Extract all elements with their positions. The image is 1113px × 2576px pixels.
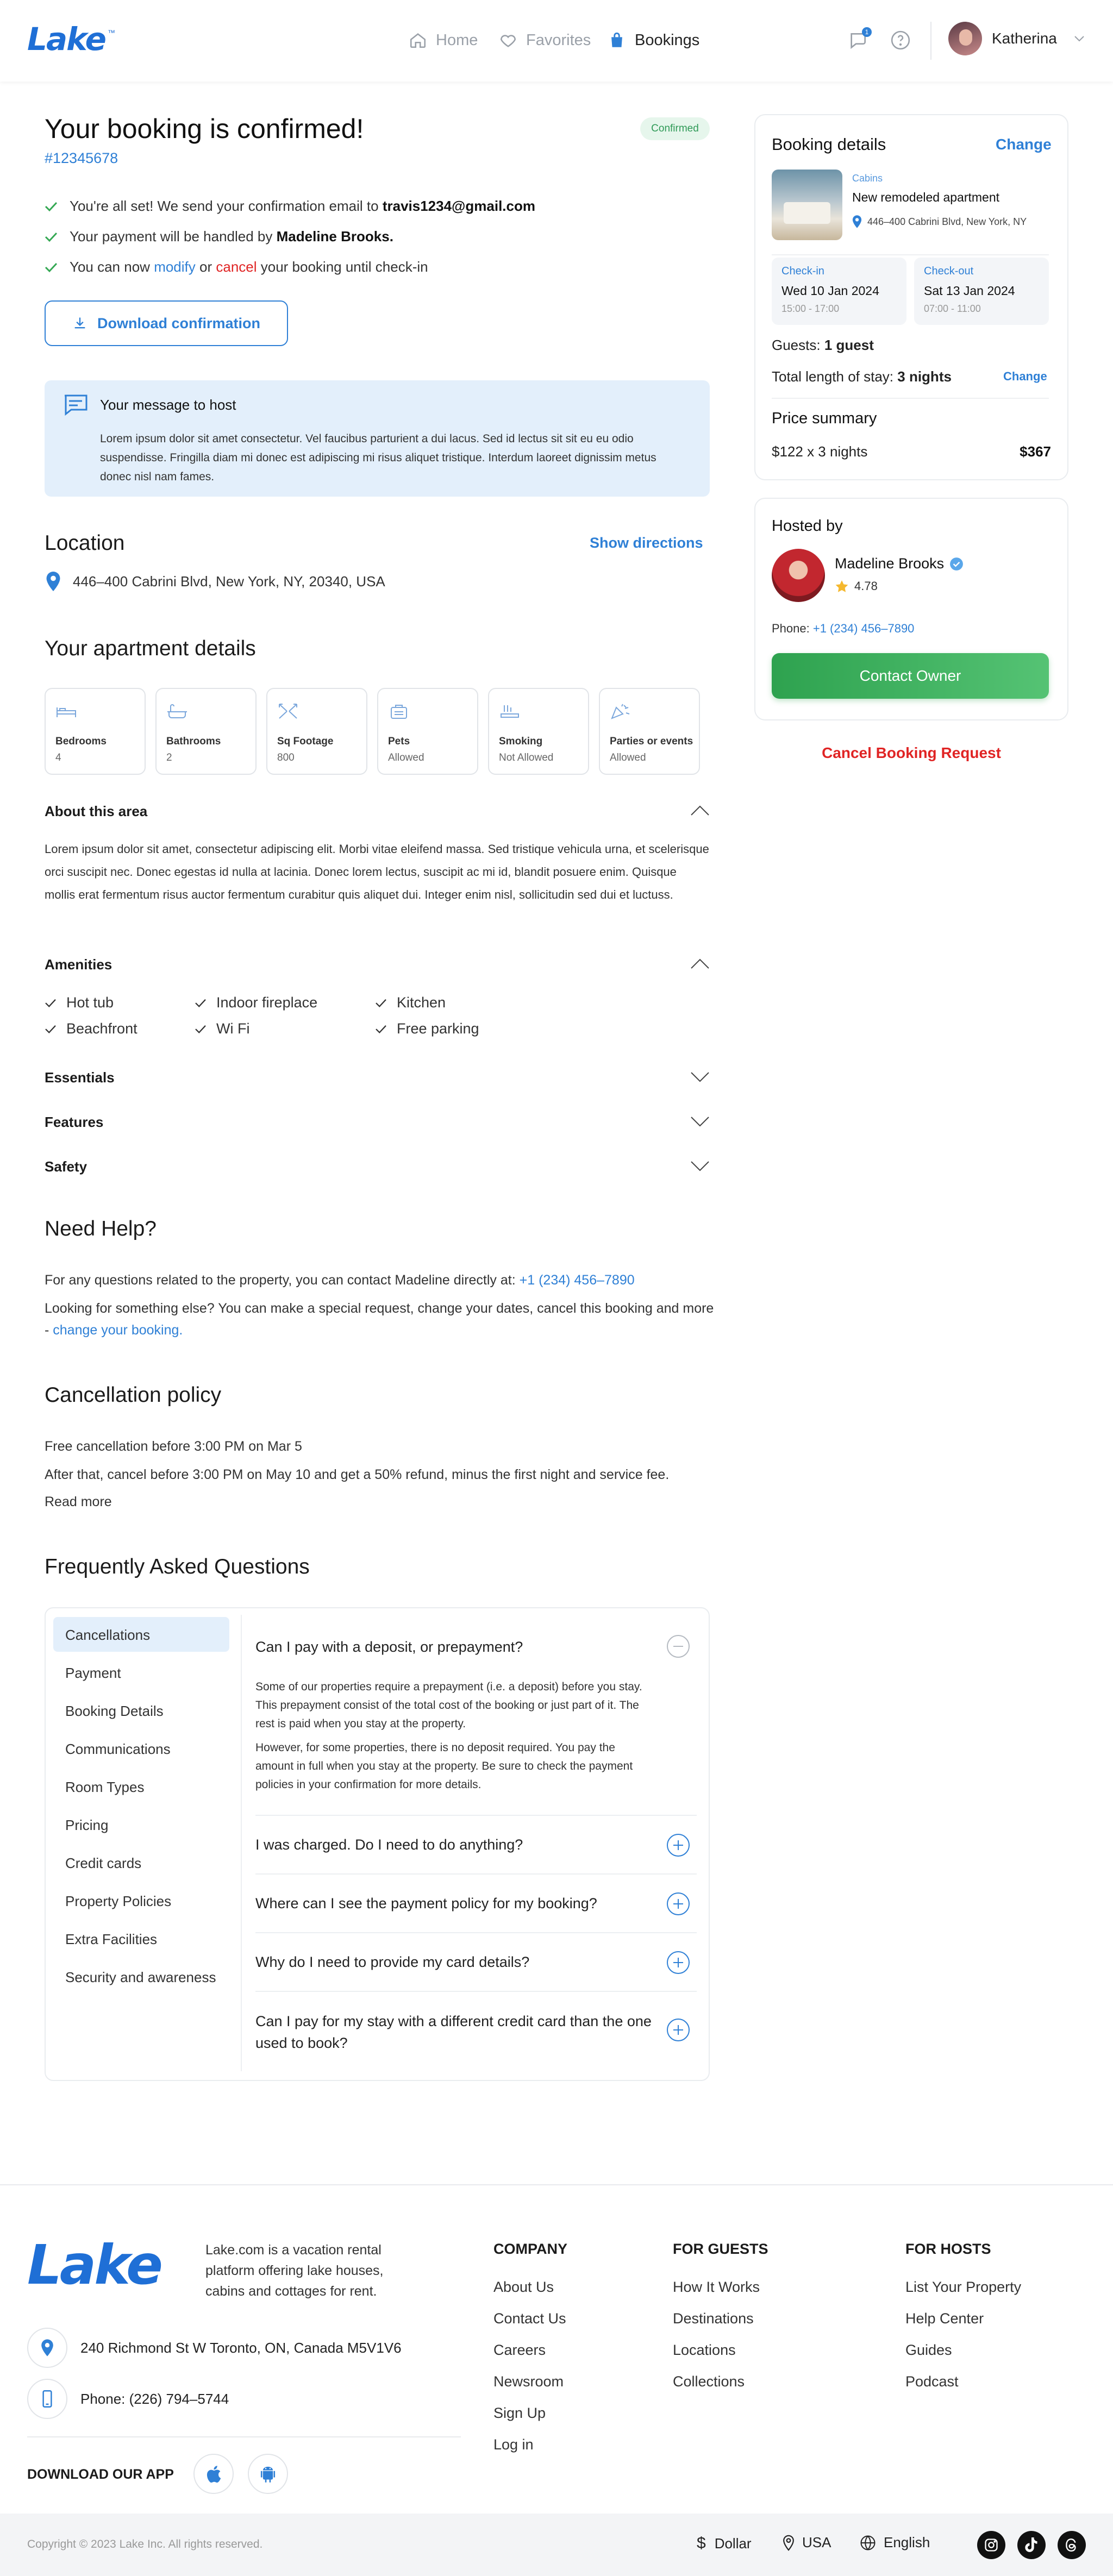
faq-divider: [255, 1815, 697, 1816]
checkin-date: Wed 10 Jan 2024: [781, 284, 879, 298]
amenity-label: Free parking: [397, 1020, 479, 1037]
host-rating: 4.78: [854, 579, 878, 593]
faq-category-extra-facilities[interactable]: Extra Facilities: [65, 1931, 158, 1947]
map-pin-icon: [41, 2339, 54, 2356]
footer-guests-title: FOR GUESTS: [673, 2241, 768, 2257]
feature-card: [45, 688, 146, 775]
verified-badge-icon: [949, 557, 964, 571]
apartment-name[interactable]: New remodeled apartment: [852, 190, 1000, 204]
footer-link[interactable]: Guides: [905, 2342, 952, 2358]
amenity-label: Beachfront: [66, 1020, 137, 1037]
amenity-item: [45, 1020, 137, 1037]
amenity-item: [195, 994, 317, 1011]
feature-card: [599, 688, 700, 775]
help-text: Looking for something else? You can make a special request, change your dates, cancel this booking and more -: [45, 1301, 714, 1338]
plus-circle-icon[interactable]: [666, 1892, 690, 1916]
threads-button[interactable]: [1058, 2531, 1086, 2559]
guests-label: Guests:: [772, 337, 821, 353]
plus-circle-icon[interactable]: [666, 1951, 690, 1975]
checkout-box: [914, 258, 1049, 325]
faq-category-pricing[interactable]: Pricing: [65, 1817, 109, 1833]
checkout-date: Sat 13 Jan 2024: [924, 284, 1015, 298]
faq-category-security[interactable]: Security and awareness: [65, 1969, 216, 1985]
footer-phone[interactable]: Phone: (226) 794–5744: [80, 2391, 229, 2407]
check-icon: [375, 1024, 387, 1034]
apartment-category: Cabins: [852, 173, 883, 184]
info-line-email: [45, 198, 535, 215]
guests-row: [772, 337, 874, 354]
faq-question[interactable]: I was charged. Do I need to do anything?: [255, 1837, 523, 1853]
contact-owner-button[interactable]: Contact Owner: [772, 653, 1049, 699]
plus-circle-icon[interactable]: [666, 1833, 690, 1857]
feature-label: Parties or events: [610, 736, 693, 747]
hosted-by-title: Hosted by: [772, 517, 843, 535]
map-pin-icon: [783, 2535, 795, 2551]
host-phone-link[interactable]: +1 (234) 456–7890: [812, 622, 915, 635]
checkout-label: Check-out: [924, 265, 974, 277]
chevron-up-icon[interactable]: [689, 804, 711, 817]
stay-row: [772, 368, 952, 385]
nav-home[interactable]: [409, 27, 478, 53]
faq-category-room-types[interactable]: Room Types: [65, 1779, 145, 1795]
check-icon: [45, 1024, 57, 1034]
faq-category-booking-details[interactable]: Booking Details: [65, 1703, 164, 1719]
host-phone-row: [772, 622, 914, 636]
modify-link[interactable]: modify: [154, 259, 196, 275]
instagram-icon: [984, 2537, 999, 2553]
host-name-text: Madeline Brooks.: [276, 228, 393, 245]
check-icon: [45, 262, 58, 273]
smoking-icon: [499, 703, 521, 719]
price-summary-title: Price summary: [772, 410, 877, 427]
stay-label: Total length of stay:: [772, 368, 894, 385]
host-avatar[interactable]: [772, 549, 825, 602]
checkout-time: 07:00 - 11:00: [924, 303, 981, 314]
feature-card: [377, 688, 478, 775]
location-address-row: [46, 572, 385, 591]
map-pin-icon: [852, 215, 862, 228]
nav-favorites-label: Favorites: [526, 31, 591, 49]
change-stay-button[interactable]: Change: [1003, 369, 1047, 383]
feature-card: [155, 688, 257, 775]
user-name[interactable]: Katherina: [992, 30, 1057, 47]
apartment-address: 446–400 Cabrini Blvd, New York, NY: [867, 216, 1027, 227]
amenities-header[interactable]: Amenities: [45, 956, 112, 973]
change-booking-button[interactable]: Change: [996, 136, 1052, 153]
booking-details-card: [754, 114, 1068, 480]
footer-link[interactable]: How It Works: [673, 2279, 760, 2295]
feature-label: Pets: [388, 736, 410, 747]
faq-answer-p2: However, for some properties, there is no deposit required. You pay the amount in full when you stay at the property. Be sure to check the payment policies in your confirmation for more details.: [255, 1741, 633, 1791]
feature-label: Smoking: [499, 736, 543, 747]
home-icon: [409, 31, 427, 49]
feature-label: Bedrooms: [55, 736, 107, 747]
price-line: $122 x 3 nights: [772, 443, 868, 460]
help-title: Need Help?: [45, 1217, 157, 1240]
nav-bookings[interactable]: [608, 27, 699, 53]
help-text: For any questions related to the property, you can contact Madeline directly at:: [45, 1273, 516, 1288]
info-text: or: [199, 259, 212, 275]
price-total: $367: [1020, 443, 1051, 460]
footer-link[interactable]: Destinations: [673, 2310, 754, 2327]
expand-icon: [277, 703, 299, 719]
footer-link[interactable]: About Us: [493, 2279, 554, 2295]
nav-favorites[interactable]: [499, 27, 591, 53]
globe-icon: [860, 2535, 876, 2551]
check-icon: [195, 998, 207, 1008]
footer-address: 240 Richmond St W Toronto, ON, Canada M5V1V6: [80, 2340, 402, 2356]
divider: [930, 22, 931, 60]
checkin-box: [772, 258, 906, 325]
check-icon: [45, 998, 57, 1008]
message-title: Your message to host: [100, 397, 236, 413]
footer-logo[interactable]: Lake: [27, 2233, 161, 2297]
bathtub-icon: [166, 703, 188, 719]
feature-value: 2: [166, 752, 172, 763]
faq-category-payment[interactable]: Payment: [65, 1665, 121, 1681]
help-line2: [45, 1298, 718, 1341]
chevron-down-icon[interactable]: [689, 1159, 711, 1173]
nav-home-label: Home: [436, 31, 478, 49]
host-name[interactable]: Madeline Brooks: [835, 555, 945, 572]
minus-circle-icon[interactable]: [666, 1634, 690, 1658]
android-icon: [259, 2465, 277, 2483]
footer-divider: [0, 2184, 1113, 2185]
feature-value: 800: [277, 752, 295, 763]
info-text: your booking until check-in: [260, 259, 428, 275]
guests-value: 1 guest: [824, 337, 874, 353]
app-store-button[interactable]: [193, 2454, 234, 2494]
amenity-label: Indoor fireplace: [216, 994, 318, 1011]
phone-icon: [41, 2390, 53, 2408]
dollar-icon: $: [697, 2534, 706, 2552]
footer-link[interactable]: Contact Us: [493, 2310, 566, 2327]
chevron-up-icon[interactable]: [689, 957, 711, 970]
host-rating-row: [835, 579, 878, 593]
location-title: Location: [45, 531, 125, 555]
footer-link[interactable]: Log in: [493, 2436, 534, 2453]
cancel-link[interactable]: cancel: [216, 259, 257, 275]
plus-circle-icon[interactable]: [666, 2018, 690, 2042]
cancellation-title: Cancellation policy: [45, 1383, 222, 1407]
message-body: Lorem ipsum dolor sit amet consectetur. Vel faucibus parturient a dui lacus. Sed id lectus sit sit eu eu odio suspendisse. Fringilla diam mi donec est adipiscing mi risus aliquet tristique. Interdum laoreet dignissim metus donec nisl nam fames.: [100, 433, 656, 483]
faq-question[interactable]: Where can I see the payment policy for my booking?: [255, 1895, 597, 1911]
cancellation-line2: After that, cancel before 3:00 PM on May 10 and get a 50% refund, minus the first night and service fee.: [45, 1467, 670, 1482]
pet-carrier-icon: [388, 703, 410, 719]
logo[interactable]: Lake: [27, 21, 105, 58]
accordion-features[interactable]: Features: [45, 1114, 104, 1130]
footer-hosts-title: FOR HOSTS: [905, 2241, 991, 2257]
amenity-label: Kitchen: [397, 994, 446, 1011]
nav-bookings-label: Bookings: [635, 31, 700, 49]
host-card: [754, 498, 1068, 720]
info-text: You're all set! We send your confirmation email to: [70, 198, 379, 214]
amenity-label: Hot tub: [66, 994, 114, 1011]
messages-button[interactable]: [848, 29, 870, 51]
cancellation-line1: Free cancellation before 3:00 PM on Mar 5: [45, 1439, 302, 1454]
feature-label: Sq Footage: [277, 736, 334, 747]
language-label: English: [884, 2534, 930, 2550]
checkin-label: Check-in: [781, 265, 824, 277]
host-name-row: [835, 555, 964, 572]
feature-label: Bathrooms: [166, 736, 221, 747]
footer-link[interactable]: Collections: [673, 2373, 745, 2390]
faq-divider: [255, 1932, 697, 1933]
country-label: USA: [802, 2534, 831, 2550]
footer-link[interactable]: Help Center: [905, 2310, 984, 2327]
footer-location-badge: [27, 2328, 67, 2368]
help-line1: [45, 1269, 718, 1291]
accordion-essentials[interactable]: Essentials: [45, 1069, 115, 1086]
host-phone-label: Phone:: [772, 622, 810, 635]
stay-value: 3 nights: [897, 368, 952, 385]
feature-value: Allowed: [388, 752, 424, 763]
amenity-item: [45, 994, 114, 1011]
footer-bottom-bar: [0, 2514, 1113, 2576]
trademark: ™: [108, 28, 115, 37]
faq-divider: [241, 1615, 242, 2071]
show-directions-link[interactable]: Show directions: [590, 535, 703, 551]
checkin-time: 15:00 - 17:00: [781, 303, 840, 314]
footer-company-title: COMPANY: [493, 2241, 568, 2257]
faq-question[interactable]: Can I pay for my stay with a different credit card than the one used to book?: [255, 2013, 652, 2051]
notification-badge: 1: [862, 27, 872, 37]
change-booking-link[interactable]: change your booking.: [53, 1323, 183, 1338]
check-icon: [375, 998, 387, 1008]
email-text: travis1234@gmail.com: [382, 198, 535, 214]
faq-category-communications[interactable]: Communications: [65, 1741, 171, 1757]
help-button[interactable]: [890, 30, 911, 51]
tiktok-button[interactable]: [1017, 2531, 1046, 2559]
currency-label: Dollar: [714, 2535, 752, 2552]
download-app-label: DOWNLOAD OUR APP: [27, 2467, 174, 2482]
instagram-button[interactable]: [977, 2531, 1005, 2559]
message-icon: [62, 392, 89, 416]
faq-divider: [255, 1873, 697, 1875]
chevron-down-icon[interactable]: [689, 1115, 711, 1128]
booking-details-title: Booking details: [772, 135, 886, 154]
amenity-item: [375, 994, 446, 1011]
divider: [772, 398, 1049, 399]
help-phone-link[interactable]: +1 (234) 456–7890: [519, 1273, 635, 1288]
apartment-thumbnail[interactable]: [772, 170, 842, 240]
copyright: Copyright © 2023 Lake Inc. All rights reserved.: [27, 2538, 263, 2550]
bed-icon: [55, 703, 77, 719]
faq-category-cancellations[interactable]: Cancellations: [65, 1627, 151, 1643]
faq-question-open[interactable]: Can I pay with a deposit, or prepayment?: [255, 1639, 523, 1655]
page-title: Your booking is confirmed!: [45, 114, 364, 144]
footer-link[interactable]: Careers: [493, 2342, 546, 2358]
about-area-text: Lorem ipsum dolor sit amet, consectetur adipiscing elit. Morbi vitae eleifend massa. Sed tristique vehicula urna, et scelerisque orci suscipit nec. Donec egestas id nulla at lacinia. Donec lorem lectus, suscipit ac mi id, blandit posuere enim. Quisque mollis erat fermentum risus auctor fermentum curabitur quis aliquet dui. Integer enim nisl, sollicitudin sed dui et luctuss.: [45, 842, 709, 901]
map-pin-icon: [46, 572, 61, 591]
footer-phone-badge: [27, 2379, 67, 2419]
accordion-safety[interactable]: Safety: [45, 1158, 87, 1175]
avatar[interactable]: [948, 22, 982, 55]
feature-card: [488, 688, 589, 775]
heart-icon: [499, 31, 517, 49]
threads-icon: [1065, 2537, 1079, 2553]
play-store-button[interactable]: [248, 2454, 288, 2494]
info-text: Your payment will be handled by: [70, 228, 273, 245]
footer-link[interactable]: Podcast: [905, 2373, 959, 2390]
address-text: 446–400 Cabrini Blvd, New York, NY, 20340, USA: [73, 573, 385, 590]
info-line-payment: [45, 228, 393, 245]
footer-link[interactable]: List Your Property: [905, 2279, 1022, 2295]
currency-selector[interactable]: [697, 2534, 752, 2553]
amenity-item: [375, 1020, 479, 1037]
star-icon: [835, 580, 849, 593]
divider: [772, 254, 1049, 255]
bag-icon: [608, 31, 626, 49]
faq-title: Frequently Asked Questions: [45, 1555, 310, 1578]
feature-value: Allowed: [610, 752, 646, 763]
faq-category-property-policies[interactable]: Property Policies: [65, 1893, 172, 1909]
status-badge: Confirmed: [640, 117, 710, 140]
faq-question[interactable]: Why do I need to provide my card details?: [255, 1954, 530, 1970]
apple-icon: [205, 2464, 222, 2484]
host-message-box: [45, 380, 710, 497]
chevron-down-icon[interactable]: [1073, 35, 1085, 42]
check-icon: [45, 231, 58, 242]
apartment-title: Your apartment details: [45, 637, 256, 660]
download-confirmation-button[interactable]: [45, 300, 288, 346]
download-label: Download confirmation: [97, 315, 260, 331]
check-icon: [195, 1024, 207, 1034]
tiktok-icon: [1025, 2537, 1038, 2553]
check-icon: [45, 201, 58, 212]
avatar-face: [959, 29, 972, 46]
footer-description: Lake.com is a vacation rental platform offering lake houses, cabins and cottages for rent.: [205, 2242, 384, 2299]
read-more-link[interactable]: Read more: [45, 1494, 112, 1509]
feature-card: [266, 688, 367, 775]
cancel-booking-request-button[interactable]: Cancel Booking Request: [822, 744, 1001, 761]
language-selector[interactable]: [860, 2534, 930, 2551]
about-area-header[interactable]: About this area: [45, 803, 148, 819]
faq-category-credit-cards[interactable]: Credit cards: [65, 1855, 142, 1871]
chevron-down-icon[interactable]: [689, 1070, 711, 1083]
amenity-label: Wi Fi: [216, 1020, 250, 1037]
question-icon: [890, 30, 911, 51]
booking-id[interactable]: #12345678: [45, 150, 118, 166]
apartment-address-row: [852, 215, 1027, 228]
footer-divider: [27, 2436, 461, 2437]
footer-link[interactable]: Locations: [673, 2342, 736, 2358]
footer-link[interactable]: Sign Up: [493, 2405, 546, 2421]
amenity-item: [195, 1020, 249, 1037]
feature-value: Not Allowed: [499, 752, 554, 763]
bed-shape: [784, 202, 830, 224]
country-selector[interactable]: [783, 2534, 831, 2551]
feature-value: 4: [55, 752, 61, 763]
download-icon: [72, 316, 87, 331]
party-popper-icon: [610, 703, 631, 719]
faq-answer-p1: Some of our properties require a prepayment (i.e. a deposit) before you stay. This prepayment consist of the total cost of the booking or just part of it. The rest is paid when you stay at the property.: [255, 1681, 642, 1730]
info-text: You can now: [70, 259, 150, 275]
faq-divider: [255, 1991, 697, 1992]
top-navbar: [0, 0, 1113, 82]
footer-link[interactable]: Newsroom: [493, 2373, 564, 2390]
info-line-modify: [45, 259, 428, 275]
